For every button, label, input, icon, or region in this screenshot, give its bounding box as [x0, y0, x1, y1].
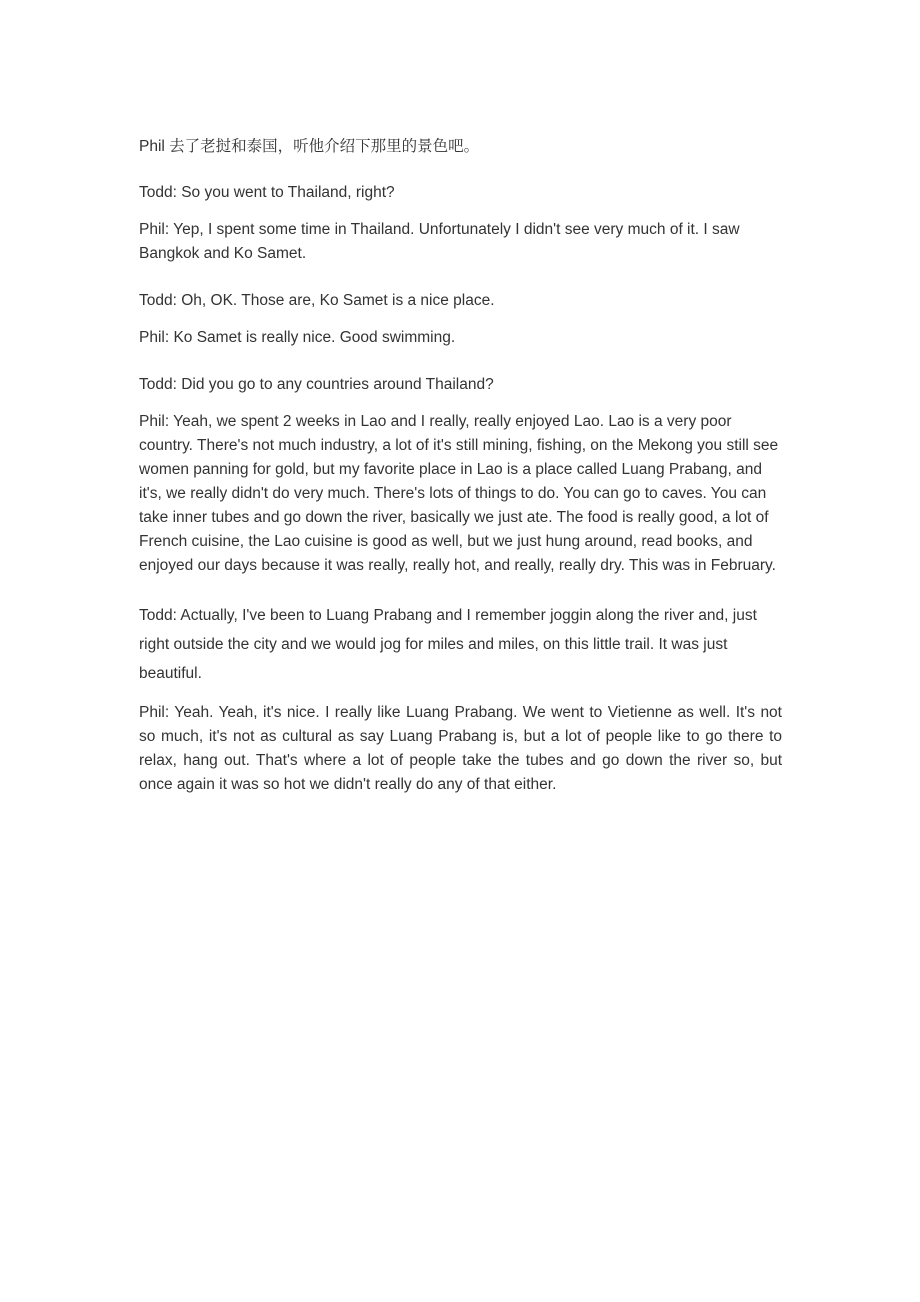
dialogue-line: Phil: Yeah, we spent 2 weeks in Lao and I really, really enjoyed Lao. Lao is a very poor country. There's not much industry, a lot of it's still mining, fishing, on the Mekong you still see women panning for gold, but my favorite place in Lao is a place called Luang Prabang, and it's, we really didn't do very much. There's lots of things to do. You can go to caves. You can take inner tubes and go down the river, basically we just ate. The food is really good, a lot of French cuisine, the Lao cuisine is good as well, but we just hung around, read books, and enjoyed our days because it was really, really hot, and really, really dry. This was in February. [139, 413, 779, 574]
intro-paragraph: Phil 去了老挝和泰国，听他介绍下那里的景色吧。 [139, 138, 480, 155]
dialogue-line: Phil: Yep, I spent some time in Thailand. Unfortunately I didn't see very much of it. I saw Bangkok and Ko Samet. [139, 221, 740, 262]
dialogue-line: Todd: Did you go to any countries around Thailand? [139, 376, 494, 393]
dialogue-line: Phil: Yeah. Yeah, it's nice. I really like Luang Prabang. We went to Vietienne as well. It's not so much, it's not as cultural as say Luang Prabang is, but a lot of people like to go there to relax, hang out. That's where a lot of people take the tubes and go down the river so, but once again it was so hot we didn't really do any of that either. [139, 704, 782, 793]
dialogue-line: Todd: So you went to Thailand, right? [139, 184, 395, 201]
dialogue-line: Todd: Oh, OK. Those are, Ko Samet is a nice place. [139, 292, 495, 309]
dialogue-line: Todd: Actually, I've been to Luang Prabang and I remember joggin along the river and, just right outside the city and we would jog for miles and miles, on this little trail. It was just beautiful. [139, 607, 757, 682]
dialogue-line: Phil: Ko Samet is really nice. Good swimming. [139, 329, 456, 346]
document-page [139, 135, 782, 797]
